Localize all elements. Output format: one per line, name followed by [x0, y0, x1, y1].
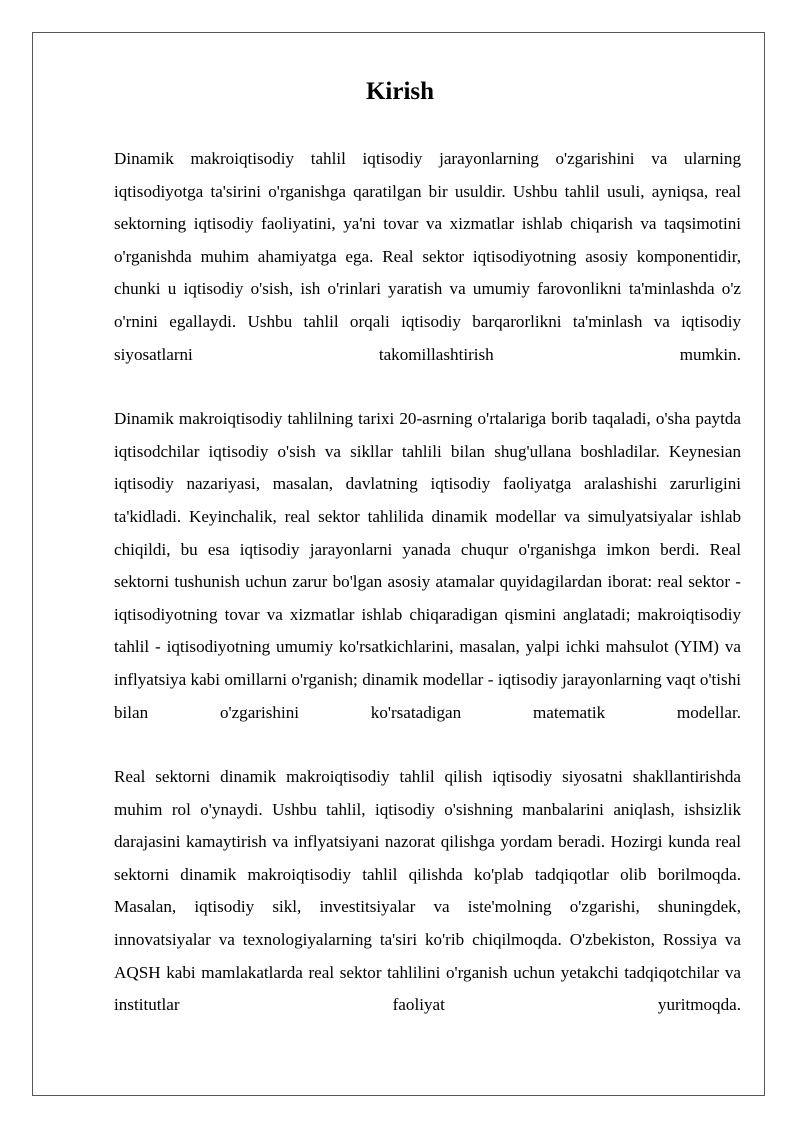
- document-body: [114, 143, 741, 1022]
- paragraph-intro: Dinamik makroiqtisodiy tahlil iqtisodiy jarayonlarning o'zgarishini va ularning iqtisodiyotga ta'sirini o'rganishga qaratilgan bir usuldir. Ushbu tahlil usuli, ayniqsa, real sektorning iqtisodiy faoliyatini, ya'ni tovar va xizmatlar ishlab chiqarish va taqsimotini o'rganishda muhim ahamiyatga ega. Real sektor iqtisodiyotning asosiy komponentidir, chunki u iqtisodiy o'sish, ish o'rinlari yaratish va umumiy farovonlikni ta'minlashda o'z o'rnini egallaydi. Ushbu tahlil orqali iqtisodiy barqarorlikni ta'minlash va iqtisodiy siyosatlarni takomillashtirish mumkin.: [114, 149, 741, 364]
- paragraph-significance: Real sektorni dinamik makroiqtisodiy tahlil qilish iqtisodiy siyosatni shakllantirishda muhim rol o'ynaydi. Ushbu tahlil, iqtisodiy o'sishning manbalarini aniqlash, ishsizlik darajasini kamaytirish va inflyatsiyani nazorat qilishga yordam beradi. Hozirgi kunda real sektorni dinamik makroiqtisodiy tahlil qilishda ko'plab tadqiqotlar olib borilmoqda. Masalan, iqtisodiy sikl, investitsiyalar va iste'molning o'zgarishi, shuningdek, innovatsiyalar va texnologiyalarning ta'siri ko'rib chiqilmoqda. O'zbekiston, Rossiya va AQSH kabi mamlakatlarda real sektor tahlilini o'rganish uchun yetakchi tadqiqotchilar va institutlar faoliyat yuritmoqda.: [114, 767, 741, 1015]
- paragraph-history: Dinamik makroiqtisodiy tahlilning tarixi 20-asrning o'rtalariga borib taqaladi, o'sha paytda iqtisodchilar iqtisodiy o'sish va sikllar tahlili bilan shug'ullana boshladilar. Keynesian iqtisodiy nazariyasi, masalan, davlatning iqtisodiy faoliyatga aralashishi zarurligini ta'kidladi. Keyinchalik, real sektor tahlilida dinamik modellar va simulyatsiyalar ishlab chiqildi, bu esa iqtisodiy jarayonlarni yanada chuqur o'rganishga imkon berdi. Real sektorni tushunish uchun zarur bo'lgan asosiy atamalar quyidagilardan iborat: real sektor - iqtisodiyotning tovar va xizmatlar ishlab chiqaradigan qismini anglatadi; makroiqtisodiy tahlil - iqtisodiyotning umumiy ko'rsatkichlarini, masalan, yalpi ichki mahsulot (YIM) va inflyatsiya kabi omillarni o'rganish; dinamik modellar - iqtisodiy jarayonlarning vaqt o'tishi bilan o'zgarishini ko'rsatadigan matematik modellar.: [114, 409, 741, 722]
- page-title: Kirish: [365, 78, 435, 105]
